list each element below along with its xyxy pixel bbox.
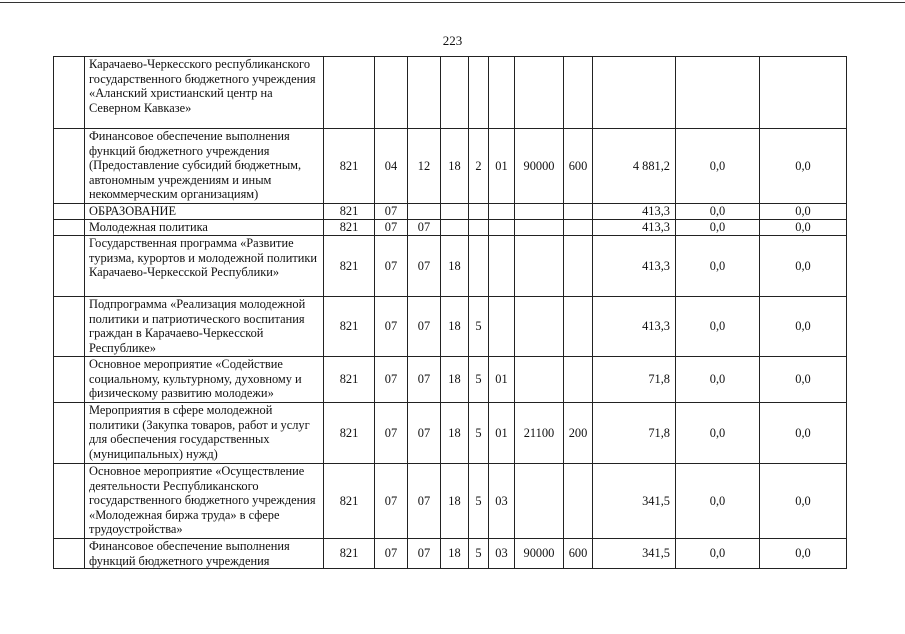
rz-cell: 07	[375, 204, 408, 220]
event-cell: 03	[489, 464, 515, 539]
ved-cell: 821	[324, 539, 375, 569]
sum-year3-cell: 0,0	[760, 464, 847, 539]
event-cell: 01	[489, 403, 515, 464]
program-cell	[441, 204, 469, 220]
event-cell	[489, 204, 515, 220]
subprogram-cell	[469, 220, 489, 236]
subprogram-cell	[469, 204, 489, 220]
row-name: Подпрограмма «Реализация молодежной политики и патриотического воспитания граждан в Карачаево-Черкесской Республике»	[85, 297, 324, 357]
row-name: Финансовое обеспечение выполнения функций бюджетного учреждения	[85, 539, 324, 569]
table-row	[54, 204, 847, 220]
vr-cell: 600	[564, 539, 593, 569]
sum-year1-cell: 413,3	[593, 297, 676, 357]
subprogram-cell: 5	[469, 464, 489, 539]
direction-code-cell	[515, 464, 564, 539]
pr-cell: 07	[408, 464, 441, 539]
row-name: Финансовое обеспечение выполнения функций бюджетного учреждения (Предоставление субсидий бюджетным, автономным учреждениям и иным некоммерческим организациям)	[85, 129, 324, 204]
budget-table	[53, 56, 847, 569]
table-row	[54, 220, 847, 236]
row-index-cell	[54, 204, 85, 220]
row-name: Основное мероприятие «Осуществление деятельности Республиканского государственного бюджетного учреждения «Молодежная биржа труда» в сфере трудоустройства»	[85, 464, 324, 539]
vr-cell	[564, 204, 593, 220]
program-cell	[441, 57, 469, 129]
pr-cell	[408, 204, 441, 220]
row-index-cell	[54, 403, 85, 464]
subprogram-cell	[469, 236, 489, 297]
pr-cell: 12	[408, 129, 441, 204]
program-cell: 18	[441, 357, 469, 403]
ved-cell: 821	[324, 357, 375, 403]
program-cell: 18	[441, 236, 469, 297]
sum-year1-cell: 413,3	[593, 236, 676, 297]
direction-code-cell: 21100	[515, 403, 564, 464]
event-cell: 01	[489, 357, 515, 403]
vr-cell	[564, 297, 593, 357]
sum-year3-cell: 0,0	[760, 220, 847, 236]
vr-cell	[564, 57, 593, 129]
direction-code-cell	[515, 57, 564, 129]
sum-year3-cell: 0,0	[760, 204, 847, 220]
row-index-cell	[54, 357, 85, 403]
row-index-cell	[54, 57, 85, 129]
pr-cell: 07	[408, 236, 441, 297]
ved-cell: 821	[324, 403, 375, 464]
event-cell	[489, 220, 515, 236]
ved-cell: 821	[324, 236, 375, 297]
rz-cell: 07	[375, 297, 408, 357]
sum-year1-cell	[593, 57, 676, 129]
program-cell: 18	[441, 297, 469, 357]
table-row	[54, 403, 847, 464]
subprogram-cell: 5	[469, 297, 489, 357]
sum-year3-cell: 0,0	[760, 357, 847, 403]
page-number: 223	[442, 33, 463, 48]
table-row	[54, 129, 847, 204]
pr-cell: 07	[408, 297, 441, 357]
sum-year1-cell: 4 881,2	[593, 129, 676, 204]
rz-cell: 07	[375, 357, 408, 403]
rz-cell: 07	[375, 403, 408, 464]
row-index-cell	[54, 220, 85, 236]
sum-year2-cell: 0,0	[676, 297, 760, 357]
vr-cell	[564, 236, 593, 297]
program-cell: 18	[441, 539, 469, 569]
rz-cell: 07	[375, 220, 408, 236]
sum-year1-cell: 413,3	[593, 204, 676, 220]
table-row	[54, 464, 847, 539]
ved-cell: 821	[324, 220, 375, 236]
direction-code-cell	[515, 204, 564, 220]
row-index-cell	[54, 464, 85, 539]
subprogram-cell: 5	[469, 403, 489, 464]
direction-code-cell	[515, 357, 564, 403]
sum-year3-cell	[760, 57, 847, 129]
vr-cell	[564, 357, 593, 403]
direction-code-cell: 90000	[515, 539, 564, 569]
row-name: Карачаево-Черкесского республиканского государственного бюджетного учреждения «Аланский христианский центр на Северном Кавказе»	[85, 57, 324, 129]
sum-year2-cell: 0,0	[676, 236, 760, 297]
row-name: Основное мероприятие «Содействие социальному, культурному, духовному и физическому развитию молодежи»	[85, 357, 324, 403]
sum-year2-cell: 0,0	[676, 129, 760, 204]
row-name: ОБРАЗОВАНИЕ	[85, 204, 324, 220]
pr-cell: 07	[408, 539, 441, 569]
table-row	[54, 539, 847, 569]
event-cell	[489, 297, 515, 357]
row-index-cell	[54, 236, 85, 297]
table-row	[54, 57, 847, 129]
sum-year2-cell	[676, 57, 760, 129]
row-name: Молодежная политика	[85, 220, 324, 236]
pr-cell: 07	[408, 403, 441, 464]
ved-cell	[324, 57, 375, 129]
program-cell: 18	[441, 403, 469, 464]
ved-cell: 821	[324, 297, 375, 357]
sum-year2-cell: 0,0	[676, 357, 760, 403]
row-name: Государственная программа «Развитие туризма, курортов и молодежной политики Карачаево-Черкесской Республики»	[85, 236, 324, 297]
row-name: Мероприятия в сфере молодежной политики (Закупка товаров, работ и услуг для обеспечения государственных (муниципальных) нужд)	[85, 403, 324, 464]
sum-year1-cell: 71,8	[593, 357, 676, 403]
direction-code-cell: 90000	[515, 129, 564, 204]
ved-cell: 821	[324, 129, 375, 204]
sum-year1-cell: 341,5	[593, 464, 676, 539]
subprogram-cell: 5	[469, 357, 489, 403]
program-cell: 18	[441, 464, 469, 539]
table-row	[54, 297, 847, 357]
sum-year2-cell: 0,0	[676, 464, 760, 539]
ved-cell: 821	[324, 204, 375, 220]
sum-year2-cell: 0,0	[676, 539, 760, 569]
row-index-cell	[54, 539, 85, 569]
program-cell	[441, 220, 469, 236]
rz-cell: 07	[375, 539, 408, 569]
sum-year3-cell: 0,0	[760, 297, 847, 357]
sum-year3-cell: 0,0	[760, 129, 847, 204]
direction-code-cell	[515, 220, 564, 236]
sum-year2-cell: 0,0	[676, 220, 760, 236]
event-cell: 01	[489, 129, 515, 204]
rz-cell	[375, 57, 408, 129]
event-cell: 03	[489, 539, 515, 569]
pr-cell	[408, 57, 441, 129]
table-row	[54, 357, 847, 403]
event-cell	[489, 236, 515, 297]
ved-cell: 821	[324, 464, 375, 539]
row-index-cell	[54, 129, 85, 204]
event-cell	[489, 57, 515, 129]
table-row	[54, 236, 847, 297]
sum-year1-cell: 71,8	[593, 403, 676, 464]
vr-cell	[564, 220, 593, 236]
subprogram-cell: 5	[469, 539, 489, 569]
row-index-cell	[54, 297, 85, 357]
pr-cell: 07	[408, 220, 441, 236]
top-border-line	[0, 2, 905, 3]
vr-cell: 600	[564, 129, 593, 204]
rz-cell: 07	[375, 464, 408, 539]
rz-cell: 07	[375, 236, 408, 297]
program-cell: 18	[441, 129, 469, 204]
vr-cell: 200	[564, 403, 593, 464]
sum-year3-cell: 0,0	[760, 539, 847, 569]
subprogram-cell: 2	[469, 129, 489, 204]
sum-year1-cell: 341,5	[593, 539, 676, 569]
sum-year2-cell: 0,0	[676, 403, 760, 464]
rz-cell: 04	[375, 129, 408, 204]
direction-code-cell	[515, 236, 564, 297]
vr-cell	[564, 464, 593, 539]
pr-cell: 07	[408, 357, 441, 403]
subprogram-cell	[469, 57, 489, 129]
direction-code-cell	[515, 297, 564, 357]
sum-year1-cell: 413,3	[593, 220, 676, 236]
sum-year2-cell: 0,0	[676, 204, 760, 220]
sum-year3-cell: 0,0	[760, 236, 847, 297]
sum-year3-cell: 0,0	[760, 403, 847, 464]
